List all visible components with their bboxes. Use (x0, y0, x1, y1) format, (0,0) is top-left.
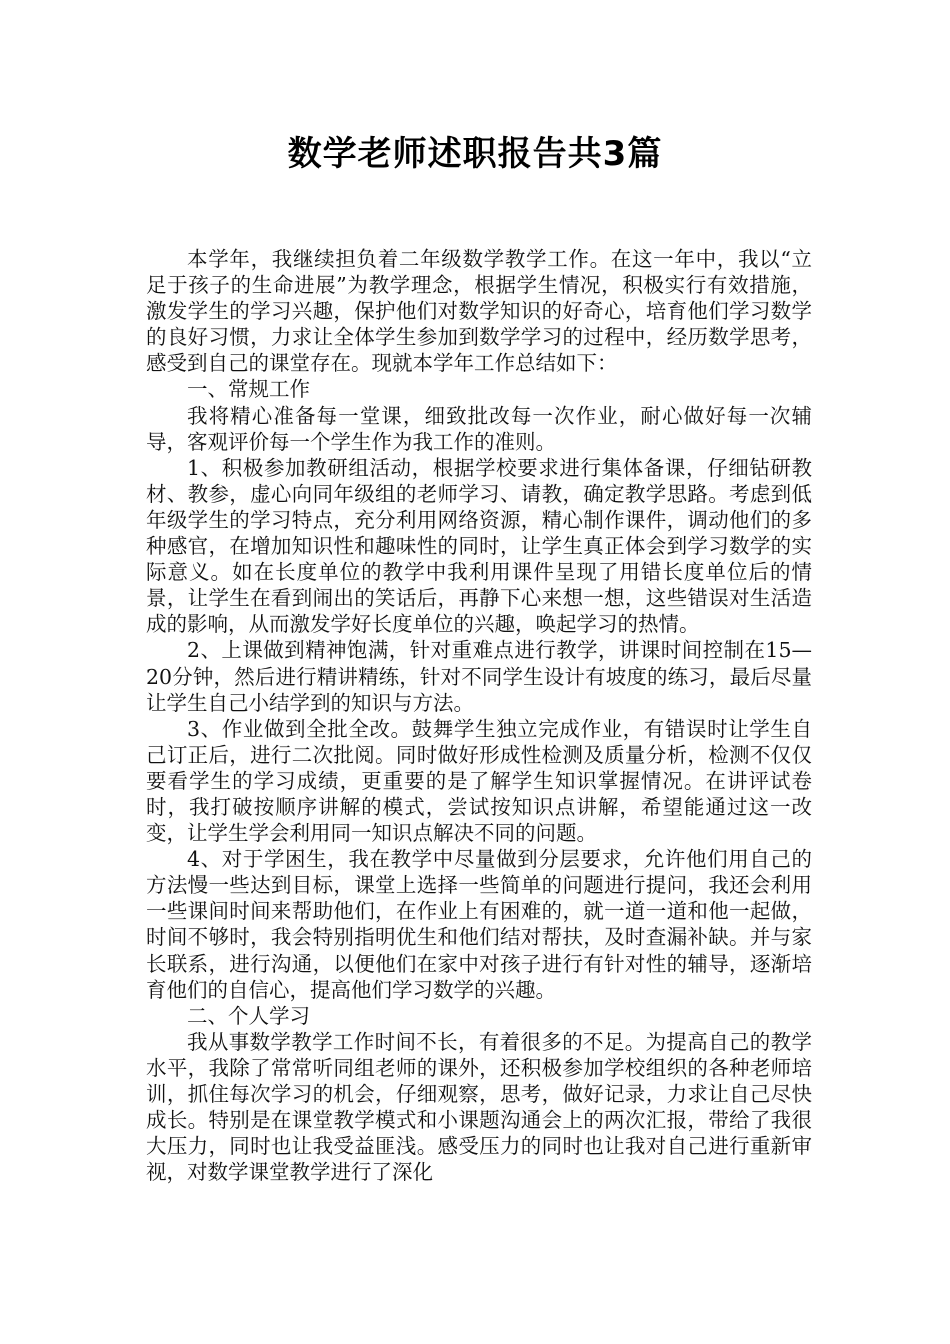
section-heading-personal-study: 二、个人学习 (187, 1003, 310, 1028)
paragraph-item-2: 2、上课做到精神饱满，针对重难点进行教学，讲课时间控制在15—20分钟，然后进行精讲精练，针对不同学生设计有坡度的练习，最后尽量让学生自己小结学到的知识与方法。 (146, 638, 812, 715)
paragraph-item-3: 3、作业做到全批全改。鼓舞学生独立完成作业，有错误时让学生自己订正后，进行二次批阅。同时做好形成性检测及质量分析，检测不仅仅要看学生的学习成绩，更重要的是了解学生知识掌握情况。在讲评试卷时，我打破按顺序讲解的模式，尝试按知识点讲解，希望能通过这一改变，让学生学会利用同一知识点解决不同的问题。 (146, 716, 812, 846)
paragraph-work-principle: 我将精心准备每一堂课，细致批改每一次作业，耐心做好每一次辅导，客观评价每一个学生作为我工作的准则。 (146, 403, 812, 454)
document-body (146, 246, 812, 1185)
paragraph-item-4: 4、对于学困生，我在教学中尽量做到分层要求，允许他们用自己的方法慢一些达到目标，课堂上选择一些简单的问题进行提问，我还会利用一些课间时间来帮助他们，在作业上有困难的，就一道一道和他一起做，时间不够时，我会特别指明优生和他们结对帮扶，及时查漏补缺。并与家长联系，进行沟通，以便他们在家中对孩子进行有针对性的辅导，逐渐培育他们的自信心，提高他们学习数学的兴趣。 (146, 847, 812, 1002)
paragraph-item-1: 1、积极参加教研组活动，根据学校要求进行集体备课，仔细钻研教材、教参，虚心向同年级组的老师学习、请教，确定教学思路。考虑到低年级学生的学习特点，充分利用网络资源，精心制作课件，调动他们的多种感官，在增加知识性和趣味性的同时，让学生真正体会到学习数学的实际意义。如在长度单位的教学中我利用课件呈现了用错长度单位后的情景，让学生在看到闹出的笑话后，再静下心来想一想，这些错误对生活造成的影响，从而激发学好长度单位的兴趣，唤起学习的热情。 (146, 455, 812, 637)
paragraph-intro: 本学年，我继续担负着二年级数学教学工作。在这一年中，我以“立足于孩子的生命进展”为教学理念，根据学生情况，积极实行有效措施，激发学生的学习兴趣，保护他们对数学知识的好奇心，培育他们学习数学的良好习惯，力求让全体学生参加到数学学习的过程中，经历数学思考，感受到自己的课堂存在。现就本学年工作总结如下： (146, 247, 812, 376)
paragraph-personal-study: 我从事数学教学工作时间不长，有着很多的不足。为提高自己的教学水平，我除了常常听同组老师的课外，还积极参加学校组织的各种老师培训，抓住每次学习的机会，仔细观察，思考，做好记录，力求让自己尽快成长。特别是在课堂教学模式和小课题沟通会上的两次汇报，带给了我很大压力，同时也让我受益匪浅。感受压力的同时也让我对自己进行重新审视，对数学课堂教学进行了深化 (146, 1029, 812, 1185)
section-heading-routine-work: 一、常规工作 (187, 377, 310, 402)
document-title: 数学老师述职报告共3篇 (287, 134, 663, 174)
